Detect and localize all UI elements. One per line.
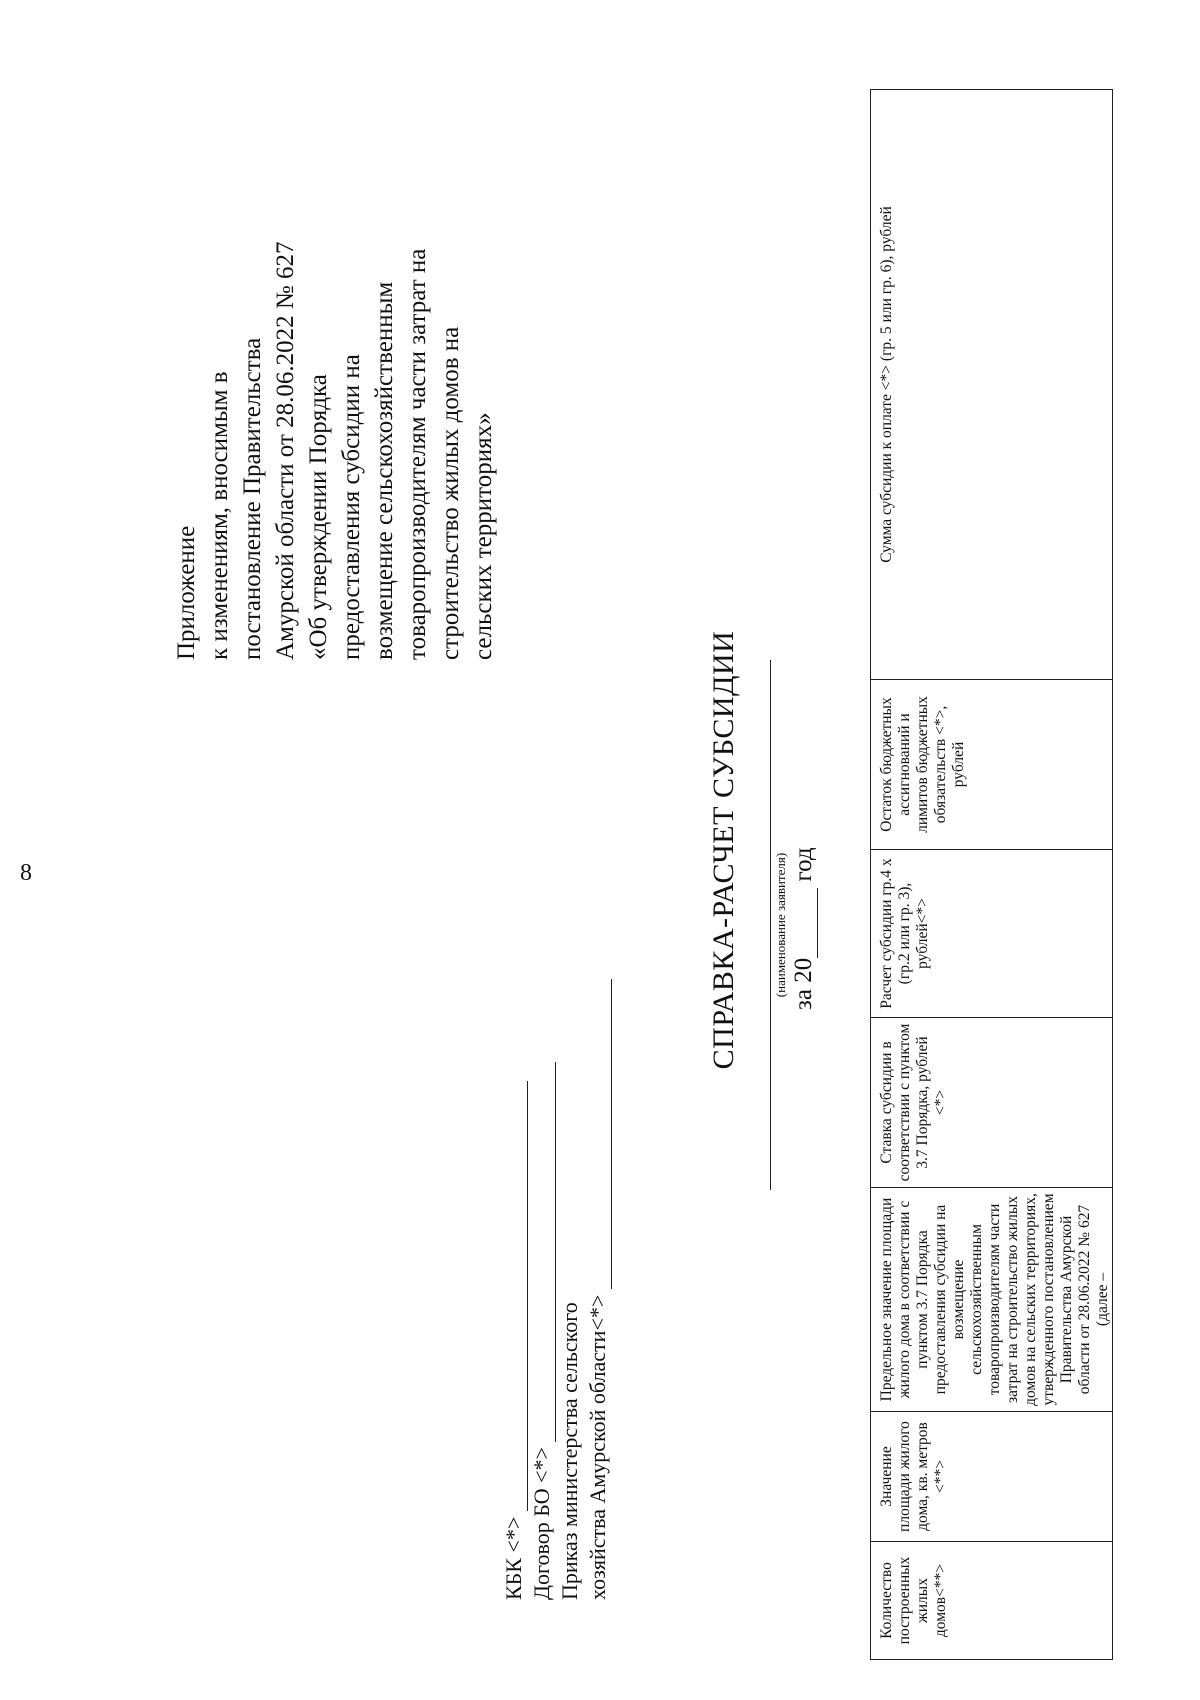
year-prefix: за 20 [790,957,817,1010]
annex-line: предоставления субсидии на [338,354,365,660]
table-header-cell: Количество построенных жилых домов<**> [871,1542,1113,1660]
table-header-cell: Остаток бюджетных ассигнований и лимитов бюджетных обязательств <*>, рублей [871,680,1113,850]
annex-line: постановление Правительства [239,337,266,660]
annex-line: Приложение [173,525,200,660]
table-header-cell: Предельное значение площади жилого дома в соответствии с пунктом 3.7 Порядка предоставления субсидии на возмещение сельскохозяйственным товаропроизводителям части затрат на строительство жилых домов на сельских территориях, утвержденного постановлением Правительства Амурской области от 28.06.2022 № 627 (далее – [871,1188,1113,1412]
document-title: СПРАВКА-РАСЧЕТ СУБСИДИИ [707,630,740,1070]
applicant-caption: (наименование заявителя) [773,852,788,998]
annex-line: Амурской области от 28.06.2022 № 627 [272,241,299,660]
year-blank [797,888,818,958]
applicant-line [760,660,771,1190]
annex-line: к изменениям, вносимым в [206,371,233,660]
table-header-cell: Значение площади жилого дома, кв. метров <**> [871,1412,1113,1542]
contract-label: Договор БО <*> [529,1447,554,1600]
contract-line [535,1062,556,1442]
table-header-cell: Сумма субсидии к оплате <*> (гр. 5 или гр. 6), рублей [871,90,1113,680]
year-row [790,847,818,1010]
kbk-line [507,1081,528,1511]
order-line [591,979,612,1289]
table-header-cell: Ставка субсидии в соответствии с пунктом 3.7 Порядка, рублей <*> [871,1018,1113,1188]
table-header-cell: Расчет субсидии гр.4 х (гр.2 или гр. 3), рублей<*> [871,850,1113,1018]
kbk-label: КБК <*> [501,1516,526,1600]
annex-line: строительство жилых домов на [437,326,464,660]
kbk-row [500,979,528,1600]
annex-line: возмещение сельскохозяйственным [371,281,398,660]
order-row-1 [556,979,584,1600]
annex-line: «Об утверждении Порядка [305,374,332,660]
requisites-block [500,979,612,1600]
annex-line: сельских территориях» [470,412,497,660]
table-header-row [871,90,1113,1660]
contract-row [528,979,556,1600]
year-suffix: год [790,847,817,882]
order-label-line1: Приказ министерства сельского [557,1302,582,1600]
calculation-table [870,89,1113,1660]
order-row-2 [584,979,612,1600]
page-number: 8 [20,860,32,886]
applicant-field [760,660,789,1190]
order-label-line2: хозяйства Амурской области<*> [585,1294,610,1600]
annex-block [170,40,500,660]
annex-line: товаропроизводителям части затрат на [404,248,431,660]
